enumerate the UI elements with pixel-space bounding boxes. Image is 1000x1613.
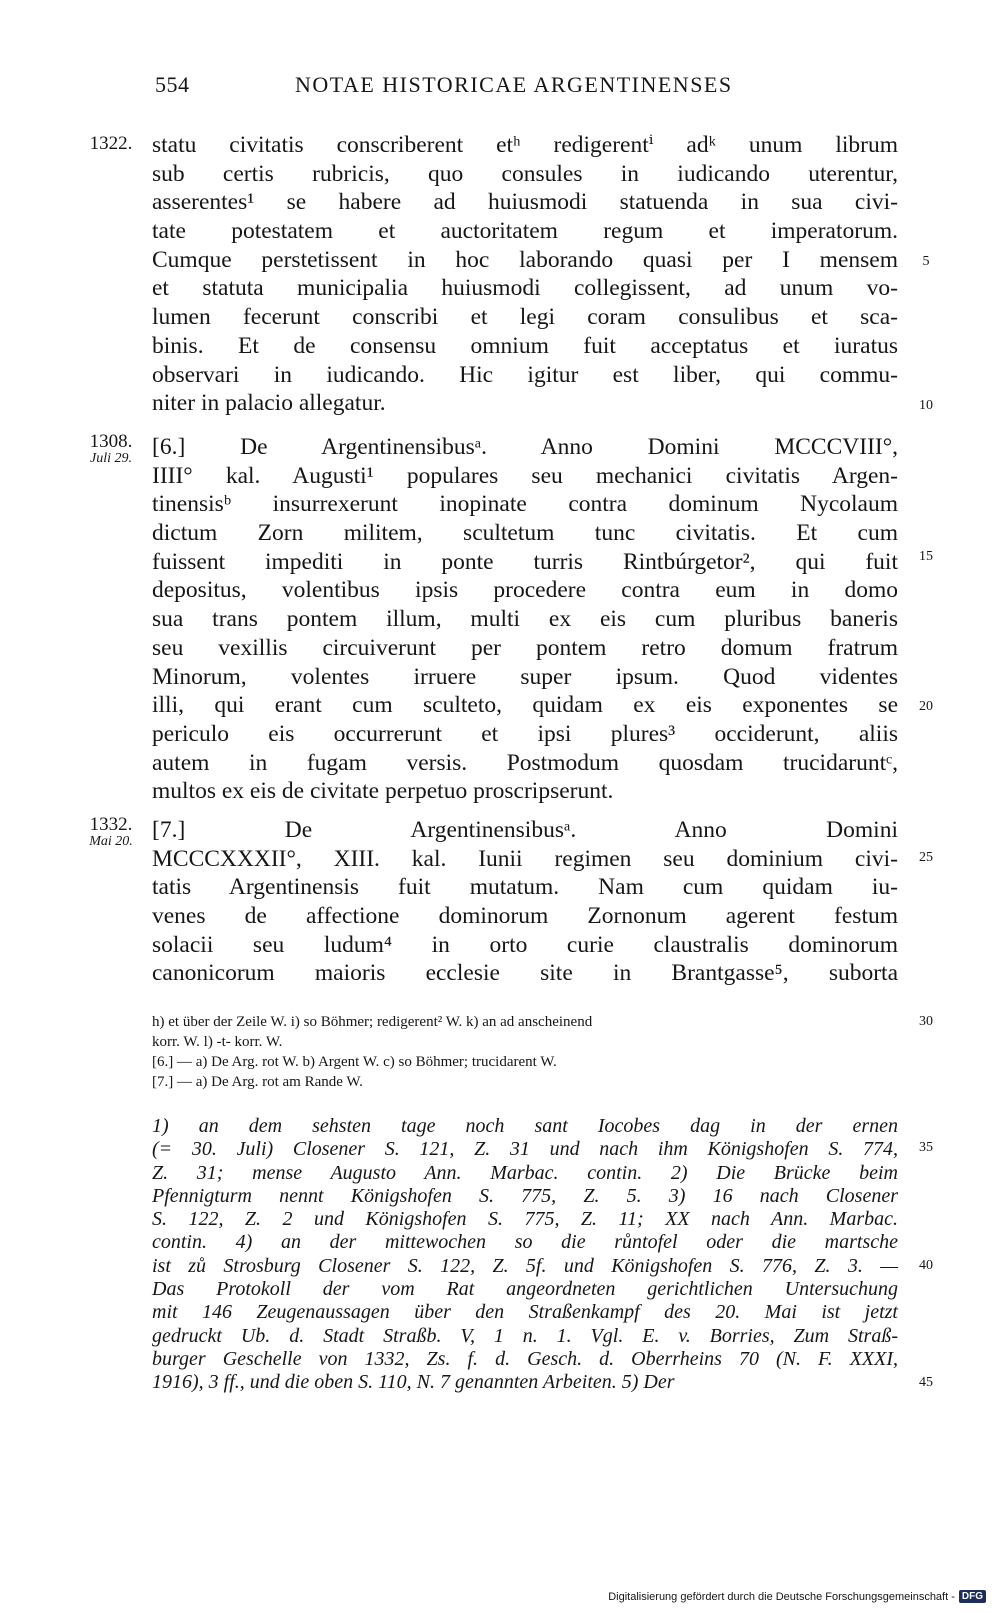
running-title: NOTAE HISTORICAE ARGENTINENSES [295, 72, 733, 97]
apparatus-line: korr. W. l) -t- korr. W. [152, 1034, 283, 1050]
footnote-line: 1) an dem sehsten tage noch sant Iocobes dag in der ernen [152, 1115, 898, 1137]
text-line: illi, qui erant cum sculteto, quidam ex eis exponentes se [152, 692, 898, 719]
text-line: dictum Zorn militem, scultetum tunc civitatis. Et cum [152, 520, 898, 547]
footnote-line: Z. 31; mense Augusto Ann. Marbac. contin. 2) Die Brücke beim [152, 1161, 898, 1184]
text-line: IIII° kal. Augusti¹ populares seu mechanici civitatis Argen- [152, 462, 898, 489]
apparatus-line: h) et über der Zeile W. i) so Böhmer; redigerent² W. k) an ad anscheinend [152, 1014, 593, 1030]
line-number: 35 [919, 1140, 933, 1155]
critical-apparatus [152, 1012, 898, 1092]
text-line: depositus, volentibus ipsis procedere contra eum in domo [152, 577, 898, 604]
credit-text: Digitalisierung gefördert durch die Deutsche Forschungsgemeinschaft - [608, 1590, 955, 1603]
margin-date-year: 1322. [89, 133, 133, 154]
text-line: tatis Argentinensis fuit mutatum. Nam cum quidam iu- [152, 874, 898, 901]
footnote-line: Pfennigturm nennt Königshofen S. 775, Z. 5. 3) 16 nach Closener [152, 1184, 898, 1207]
text-line: MCCCXXXII°, XIII. kal. Iunii regimen seu dominium civi- [152, 845, 898, 872]
line-number: 20 [919, 699, 933, 714]
text-line: lumen fecerunt conscribi et legi coram consulibus et sca- [152, 304, 898, 331]
text-line: [6.] De Argentinensibusᵃ. Anno Domini MCCCVIII°, [152, 434, 898, 460]
margin-date-1332 [76, 815, 146, 849]
text-line: tate potestatem et auctoritatem regum et imperatorum. [152, 218, 898, 245]
margin-date-day: Juli 29. [90, 451, 132, 466]
text-line: et statuta municipalia huiusmodi collegissent, ad unum vo- [152, 275, 898, 302]
text-line: fuissent impediti in ponte turris Rintbúrgetor², qui fuit [152, 548, 898, 575]
body-paragraph-1332 [152, 816, 898, 988]
line-number: 45 [919, 1375, 933, 1390]
apparatus-line: [7.] — a) De Arg. rot am Rande W. [152, 1074, 363, 1090]
body-paragraph-statutes [152, 131, 898, 418]
footnote-line: mit 146 Zeugenaussagen über den Straßenkampf des 20. Mai ist jetzt [152, 1301, 898, 1324]
footnote-line: S. 122, Z. 2 und Königshofen S. 775, Z. 11; XX nach Ann. Marbac. [152, 1208, 898, 1231]
text-line: autem in fugam versis. Postmodum quosdam trucidaruntᶜ, [152, 749, 898, 776]
margin-date-1322 [76, 134, 146, 153]
margin-date-year: 1332. [89, 814, 133, 835]
text-line: seu vexillis circuiverunt per pontem retro domum fratrum [152, 634, 898, 661]
margin-date-year: 1308. [89, 431, 133, 452]
footnote-line: gedruckt Ub. d. Stadt Straßb. V, 1 n. 1. Vgl. E. v. Borries, Zum Straß- [152, 1324, 898, 1347]
text-line: sua trans pontem illum, multi ex eis cum pluribus baneris [152, 606, 898, 633]
line-number: 30 [919, 1014, 933, 1029]
footnote-line: Das Protokoll der vom Rat angeordneten gerichtlichen Untersuchung [152, 1278, 898, 1301]
line-number: 15 [919, 549, 933, 564]
text-line: niter in palacio allegatur. [152, 390, 386, 417]
text-line: Cumque perstetissent in hoc laborando quasi per I mensem [152, 246, 898, 273]
text-line: observari in iudicando. Hic igitur est liber, qui commu- [152, 361, 898, 388]
page-header [155, 72, 795, 100]
text-line: sub certis rubricis, quo consules in iudicando uterentur, [152, 160, 898, 187]
text-line: tinensisᵇ insurrexerunt inopinate contra dominum Nycolaum [152, 491, 898, 518]
footnote-line: (= 30. Juli) Closener S. 121, Z. 31 und nach ihm Königshofen S. 774, [152, 1138, 898, 1161]
text-line: asserentes¹ se habere ad huiusmodi statuenda in sua civi- [152, 189, 898, 216]
body-paragraph-1308 [152, 433, 898, 806]
text-line: binis. Et de consensu omnium fuit acceptatus et iuratus [152, 332, 898, 359]
apparatus-line: [6.] — a) De Arg. rot W. b) Argent W. c) so Böhmer; trucidarent W. [152, 1054, 557, 1070]
text-line: venes de affectione dominorum Zornonum agerent festum [152, 903, 898, 930]
text-line: periculo eis occurrerunt et ipsi plures³ occiderunt, aliis [152, 720, 898, 747]
text-line: [7.] De Argentinensibusᵃ. Anno Domini [152, 817, 898, 843]
text-line: statu civitatis conscriberent etʰ redigerentⁱ adᵏ unum librum [152, 132, 898, 158]
line-number: 10 [919, 398, 933, 413]
page-number: 554 [155, 72, 190, 97]
text-line: solacii seu ludum⁴ in orto curie claustralis dominorum [152, 931, 898, 958]
digitization-credit [608, 1590, 986, 1603]
dfg-logo-icon: DFG [959, 1590, 986, 1603]
footnote-line: ist zů Strosburg Closener S. 122, Z. 5f. und Königshofen S. 776, Z. 3. — [152, 1254, 898, 1277]
historical-footnotes [152, 1115, 898, 1395]
text-line: canonicorum maioris ecclesie site in Brantgasse⁵, suborta [152, 960, 898, 987]
footnote-line: 1916), 3 ff., und die oben S. 110, N. 7 genannten Arbeiten. 5) Der [152, 1371, 675, 1394]
margin-date-day: Mai 20. [89, 834, 133, 849]
line-number: 25 [919, 850, 933, 865]
line-number: 5 [922, 254, 930, 269]
line-number: 40 [919, 1258, 933, 1273]
footnote-line: burger Geschelle von 1332, Zs. f. d. Gesch. d. Oberrheins 70 (N. F. XXXI, [152, 1347, 898, 1370]
footnote-line: contin. 4) an der mittewochen so die růntofel oder die martsche [152, 1231, 898, 1254]
text-line: Minorum, volentes irruere super ipsum. Quod videntes [152, 663, 898, 690]
margin-date-1308 [76, 432, 146, 466]
text-line: multos ex eis de civitate perpetuo proscripserunt. [152, 778, 614, 805]
